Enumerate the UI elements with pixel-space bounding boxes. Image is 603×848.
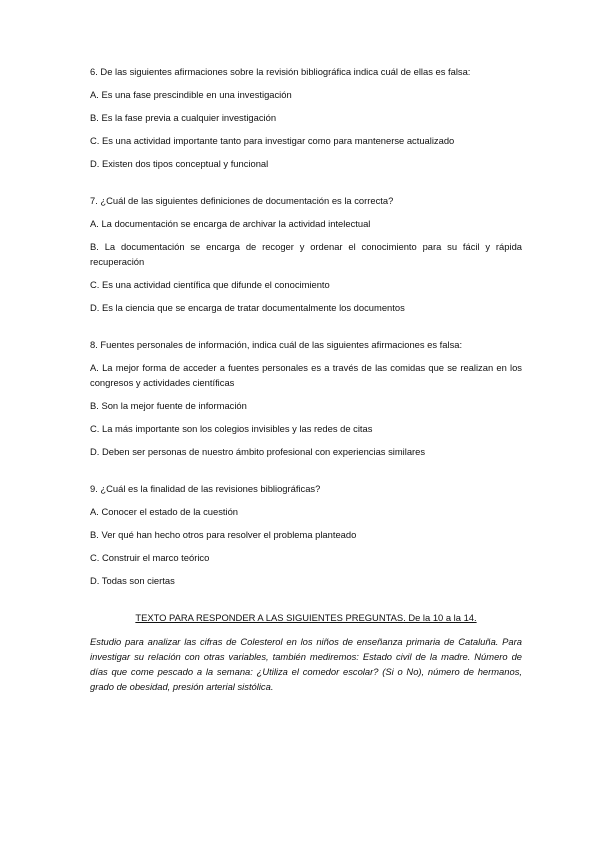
option-c: C. Es una actividad científica que difunde el conocimiento bbox=[90, 279, 330, 290]
question-title: 9. ¿Cuál es la finalidad de las revisiones bibliográficas? bbox=[90, 483, 321, 494]
option-a: A. La documentación se encarga de archivar la actividad intelectual bbox=[90, 218, 371, 229]
option-a: A. Conocer el estado de la cuestión bbox=[90, 506, 239, 517]
question-title: 6. De las siguientes afirmaciones sobre la revisión bibliográfica indica cuál de ellas es falsa: bbox=[90, 66, 471, 77]
option-b: B. Es la fase previa a cualquier investigación bbox=[90, 112, 277, 123]
option-d: D. Todas son ciertas bbox=[90, 575, 175, 586]
option-c: C. La más importante son los colegios invisibles y las redes de citas bbox=[90, 423, 373, 434]
question-7 bbox=[90, 193, 522, 315]
option-a: A. La mejor forma de acceder a fuentes personales es a través de las comidas que se realizan en los congresos y actividades científicas bbox=[90, 362, 522, 388]
option-b: B. Ver qué han hecho otros para resolver el problema planteado bbox=[90, 529, 357, 540]
option-d: D. Es la ciencia que se encarga de tratar documentalmente los documentos bbox=[90, 302, 405, 313]
option-c: C. Es una actividad importante tanto para investigar como para mantenerse actualizado bbox=[90, 135, 455, 146]
question-title: 7. ¿Cuál de las siguientes definiciones de documentación es la correcta? bbox=[90, 195, 394, 206]
passage-text: Estudio para analizar las cifras de Colesterol en los niños de enseñanza primaria de Cataluña. Para investigar su relación con otras variables, también mediremos: Estado civil de la madre. Número de días que come pescado a la semana: ¿Utiliza el comedor escolar? (Si o No), número de hermanos, grado de obesidad, presión arterial sistólica. bbox=[90, 636, 522, 693]
question-8 bbox=[90, 337, 522, 459]
option-c: C. Construir el marco teórico bbox=[90, 552, 210, 563]
option-a: A. Es una fase prescindible en una investigación bbox=[90, 89, 292, 100]
document-content bbox=[90, 64, 522, 704]
option-d: D. Existen dos tipos conceptual y funcional bbox=[90, 158, 269, 169]
option-d: D. Deben ser personas de nuestro ámbito profesional con experiencias similares bbox=[90, 446, 426, 457]
section-header: TEXTO PARA RESPONDER A LAS SIGUIENTES PREGUNTAS. De la 10 a la 14. bbox=[135, 612, 477, 623]
question-6 bbox=[90, 64, 522, 171]
question-title: 8. Fuentes personales de información, indica cuál de las siguientes afirmaciones es falsa: bbox=[90, 339, 463, 350]
question-9 bbox=[90, 481, 522, 588]
option-b: B. Son la mejor fuente de información bbox=[90, 400, 247, 411]
option-b: B. La documentación se encarga de recoger y ordenar el conocimiento para su fácil y rápida recuperación bbox=[90, 241, 522, 267]
